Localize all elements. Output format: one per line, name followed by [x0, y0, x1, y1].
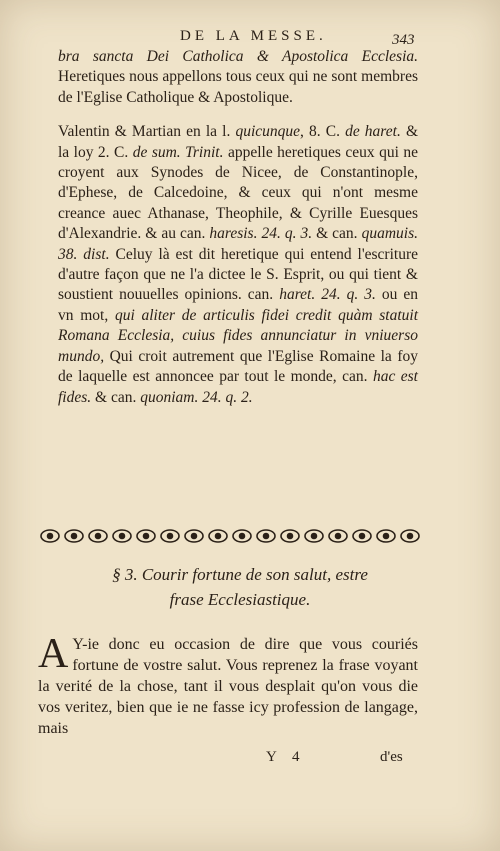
paragraph-heretics-definition — [58, 47, 418, 108]
section-heading — [60, 562, 420, 612]
citation-italic: haret. 24. q. 3. — [279, 286, 376, 304]
ornament-dot — [240, 534, 245, 539]
ornament-dot — [264, 534, 269, 539]
ornament-dot — [96, 534, 101, 539]
ornament-dot — [408, 534, 413, 539]
citation-italic: quamuis. 38. dist. — [58, 225, 418, 263]
printers-ornament-band — [36, 526, 422, 546]
text-run: Qui croit autrement que l'Eglise Romaine la foy de laquelle est annoncee par tout le monde, can. — [58, 347, 418, 386]
ornament-dot — [384, 534, 389, 539]
ornament-dot — [120, 534, 125, 539]
ornament-dot — [168, 534, 173, 539]
paragraph-text: Heretiques nous appellons tous ceux qui ne sont membres de l'Eglise Catholique & Apostolique. — [58, 68, 418, 106]
text-run: Celuy là est dit heretique qui entend l'escriture d'autre façon que ne l'a dictee le S. Esprit, ou qui tient & soustient nouuelles opinions. can. — [58, 245, 418, 304]
citation-italic: de haret. — [345, 123, 401, 141]
body-text — [58, 47, 418, 408]
citation-italic: quicunque — [235, 123, 301, 141]
ornament-dot — [336, 534, 341, 539]
text-run: Valentin & Martian en la l. — [58, 123, 236, 141]
page-number: 343 — [392, 32, 415, 48]
paragraph-citations — [58, 122, 418, 408]
text-run: & can. — [91, 388, 141, 406]
text-run: & la loy 2. C. — [58, 123, 418, 161]
citation-italic: de sum. Trinit. — [132, 143, 224, 161]
ornament-dot — [216, 534, 221, 539]
text-run: ou en vn mot, — [58, 286, 418, 324]
running-head — [0, 28, 500, 48]
ornament-dot — [144, 534, 149, 539]
citation-italic: haresis. 24. q. 3. — [209, 225, 313, 243]
ornament-dot — [288, 534, 293, 539]
signature-mark: Y 4 — [266, 749, 306, 765]
ornament-dot — [72, 534, 77, 539]
citation-italic: hac est fides. — [58, 368, 418, 406]
ornament-dot — [192, 534, 197, 539]
text-run: , 8. C. — [300, 123, 346, 141]
catchword: d'es — [380, 749, 403, 765]
page-footer — [0, 749, 500, 769]
latin-quote-italic: qui aliter de articulis fidei credit quàm statuit Romana Ecclesia, cuius fides annunciatur in vniuerso mundo, — [58, 306, 418, 365]
running-title: DE LA MESSE. — [180, 28, 327, 44]
ornament-dot — [48, 534, 53, 539]
ornament-dot — [360, 534, 365, 539]
ornament-dot — [312, 534, 317, 539]
latin-phrase: bra sancta Dei Catholica & Apostolica Ecclesia. — [58, 48, 418, 65]
drop-capital: A — [38, 631, 69, 677]
text-run: appelle heretiques ceux qui ne croyent aux Synodes de Nicee, de Constantinople, d'Ephese, de Calcedoine, & ceux qui n'ont mesme creance auec Athanase, Theophile, & Cyrille Euesques d'Alexandrie. & au can. — [58, 143, 418, 243]
text-run: & can. — [312, 225, 362, 243]
section-heading-line-1: § 3. Courir fortune de son salut, estre — [112, 565, 368, 584]
section-heading-line-2: frase Ecclesiastique. — [169, 590, 311, 609]
section-body-text: Y-ie donc eu occasion de dire que vous couriés fortune de vostre salut. Vous reprenez la frase voyant la verité de la chose, tant il vous desplait qu'on vous die vos veritez, bien que ie ne fasse icy profession de langage, mais — [38, 636, 418, 737]
section-body — [38, 631, 418, 739]
citation-italic: quoniam. 24. q. 2. — [140, 388, 253, 406]
